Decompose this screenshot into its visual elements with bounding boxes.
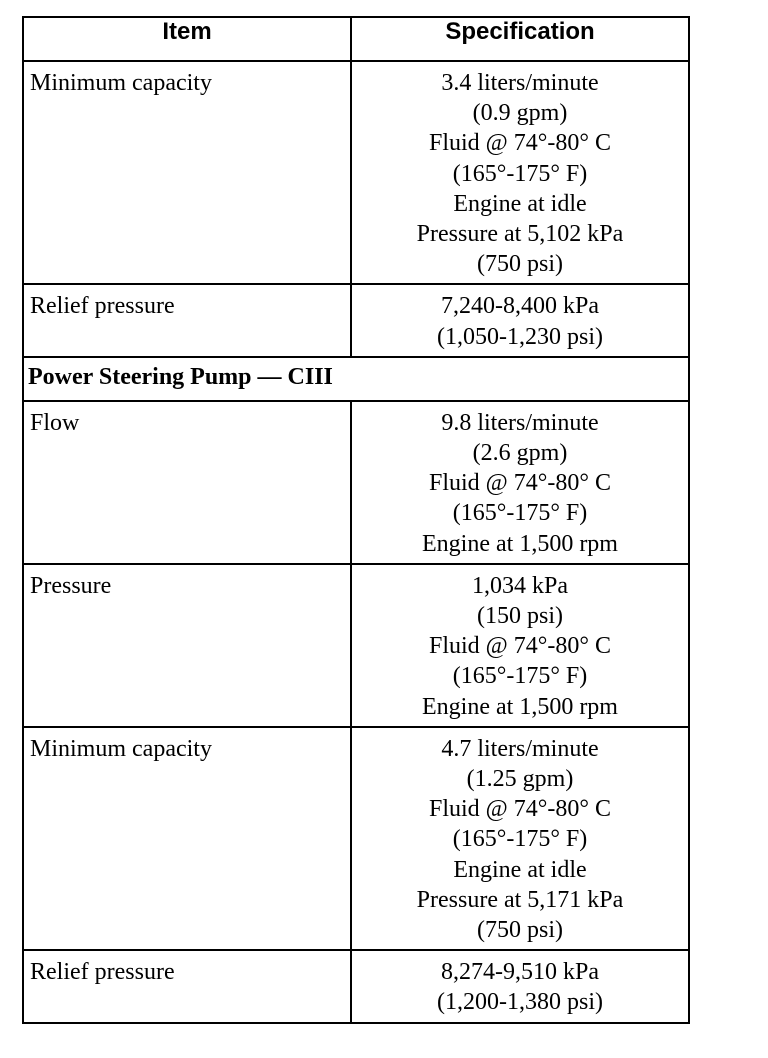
spec-line: Fluid @ 74°-80° C [429,130,611,157]
spec-cell [351,284,689,356]
spec-line: (165°-175° F) [452,160,588,187]
column-header-item: Item [23,17,351,61]
spec-cell [351,950,689,1022]
table-row [23,61,689,284]
spec-line: Pressure at 5,102 kPa [416,221,624,248]
spec-line: Engine at 1,500 rpm [422,530,618,557]
item-cell: Minimum capacity [23,727,351,950]
table-row [23,950,689,1022]
spec-cell [351,61,689,284]
spec-line: 7,240-8,400 kPa [441,293,599,320]
spec-line: (1,200-1,380 psi) [437,989,603,1016]
table-row [23,284,689,356]
spec-line: Fluid @ 74°-80° C [429,633,611,660]
specification-table [22,16,690,1024]
spec-line: 3.4 liters/minute [441,70,599,96]
table-row [23,401,689,564]
spec-line: 8,274-9,510 kPa [441,959,599,986]
table-row [23,564,689,727]
spec-line: Fluid @ 74°-80° C [429,796,611,823]
spec-line: (1.25 gpm) [466,766,574,793]
spec-line: 1,034 kPa [472,572,568,599]
spec-line: (0.9 gpm) [472,100,568,127]
spec-line: (1,050-1,230 psi) [437,323,603,350]
section-row [23,357,689,401]
spec-line: Pressure at 5,171 kPa [416,886,624,913]
spec-line: (150 psi) [477,603,563,630]
section-title: Power Steering Pump — CIII [23,357,689,401]
table-header-row [23,17,689,61]
spec-cell [351,564,689,727]
spec-line: (750 psi) [477,251,563,278]
spec-line: (165°-175° F) [452,663,588,690]
spec-line: Fluid @ 74°-80° C [429,470,611,497]
spec-line: (2.6 gpm) [472,440,568,467]
spec-cell [351,401,689,564]
spec-line: Engine at idle [453,856,587,883]
spec-cell [351,727,689,950]
item-cell: Pressure [23,564,351,727]
spec-line: (750 psi) [477,917,563,944]
spec-line: (165°-175° F) [452,826,588,853]
item-cell: Relief pressure [23,950,351,1022]
item-cell: Relief pressure [23,284,351,356]
spec-line: Engine at 1,500 rpm [422,693,618,720]
item-cell: Flow [23,401,351,564]
column-header-specification: Specification [351,17,689,61]
spec-line: (165°-175° F) [452,500,588,527]
item-cell: Minimum capacity [23,61,351,284]
spec-line: Engine at idle [453,190,587,217]
spec-line: 4.7 liters/minute [441,735,599,762]
table-row [23,727,689,950]
spec-line: 9.8 liters/minute [441,409,599,436]
